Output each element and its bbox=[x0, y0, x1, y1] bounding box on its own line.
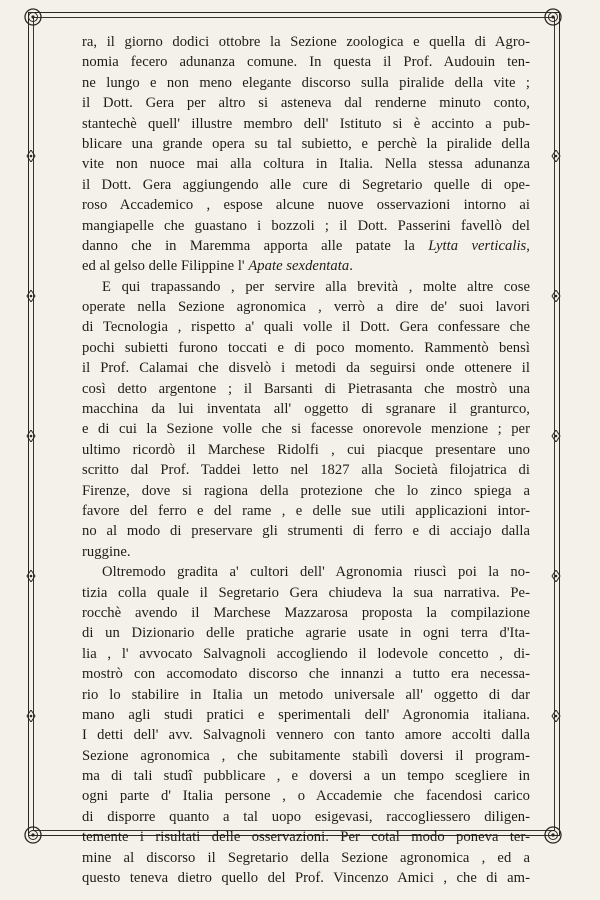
text-line: scritto dal Prof. Taddei letto nel 1827 alla Società filojatrica di bbox=[82, 462, 530, 479]
text-line: tizia colla quale il Segretario Gera chiudeva la sua narrativa. Pe- bbox=[82, 584, 530, 601]
text-line: lia , l' avvocato Salvagnoli accogliendo il lodevole concetto , di- bbox=[82, 645, 530, 662]
text-line: di disporre quanto a tal uopo esigevasi, raccogliessero diligen- bbox=[82, 808, 530, 825]
species-name-italic: Lytta verticalis bbox=[428, 237, 527, 254]
border-ornament-icon bbox=[26, 150, 36, 162]
text-line: ne lungo e non meno elegante discorso sulla piralide della vite ; bbox=[82, 74, 530, 91]
border-ornament-icon bbox=[551, 570, 561, 582]
border-ornament-icon bbox=[26, 290, 36, 302]
border-ornament-icon bbox=[551, 150, 561, 162]
text-run: danno che in Maremma apporta alle patate la bbox=[82, 237, 429, 254]
text-line: vite non nuoce mai alla coltura in Italia. Nella stessa adunanza bbox=[82, 156, 530, 173]
text-line bbox=[82, 256, 530, 276]
corner-ornament-icon bbox=[22, 6, 44, 28]
corner-ornament-icon bbox=[22, 824, 44, 846]
text-line: il Dott. Gera per altro si asteneva dal renderne minuto conto, bbox=[82, 95, 530, 112]
corner-ornament-icon bbox=[542, 6, 564, 28]
text-line: nomia fecero adunanza comune. In questa il Prof. Audouin ten- bbox=[82, 54, 530, 71]
punctuation: , bbox=[526, 237, 530, 254]
paragraph bbox=[82, 562, 530, 888]
body-text bbox=[82, 32, 530, 888]
paragraph bbox=[82, 277, 530, 562]
text-line: ultimo ricordò il Marchese Ridolfi , cui piacque presentare uno bbox=[82, 441, 530, 458]
text-line: Oltremodo gradita a' cultori dell' Agronomia riuscì poi la no- bbox=[102, 564, 530, 581]
text-line: rocchè avendo il Marchese Mazzarosa proposta la compilazione bbox=[82, 604, 530, 621]
text-line: ogni parte d' Italia persone , o Accademie che facendosi carico bbox=[82, 788, 530, 805]
paragraph bbox=[82, 32, 530, 277]
text-line: temente i risultati delle osservazioni. Per cotal modo poneva ter- bbox=[82, 829, 530, 846]
text-line: mostrò con accomodato discorso che innanzi a tutto era necessa- bbox=[82, 666, 530, 683]
border-ornament-icon bbox=[551, 290, 561, 302]
text-run: ed al gelso delle Filippine l' bbox=[82, 258, 249, 275]
text-line: rio lo stabilire in Italia un metodo universale all' oggetto di dar bbox=[82, 686, 530, 703]
border-ornament-icon bbox=[551, 430, 561, 442]
text-line: mine al discorso il Segretario della Sezione agronomica , ed a bbox=[82, 849, 530, 866]
text-line: pochi subietti furono toccati e di poco momento. Rammentò bensì bbox=[82, 339, 530, 356]
text-line: e di cui la Sezione volle che si facesse onorevole menzione ; per bbox=[82, 421, 530, 438]
text-line: Firenze, dove si ragiona della protezione che lo zinco spiega a bbox=[82, 482, 530, 499]
text-line bbox=[82, 236, 530, 256]
text-line: questo teneva dietro quello del Prof. Vincenzo Amici , che di am- bbox=[82, 870, 530, 887]
text-line: Sezione agronomica , che subitamente stabilì doversi il program- bbox=[82, 747, 530, 764]
text-line: macchina da lui inventata all' oggetto di sgranare il granturco, bbox=[82, 401, 530, 418]
border-ornament-icon bbox=[26, 570, 36, 582]
border-ornament-icon bbox=[26, 710, 36, 722]
text-line: favore del ferro e del rame , e delle sue utili applicazioni intor- bbox=[82, 502, 530, 519]
text-line: ma di tali studî pubblicare , e doversi a un tempo scegliere in bbox=[82, 768, 530, 785]
text-line: così detto argentone ; il Barsanti di Pietrasanta che mostrò una bbox=[82, 380, 530, 397]
text-line: il Prof. Calamai che disvelò i metodi da seguirsi onde ottenere il bbox=[82, 360, 530, 377]
text-line: mano agli studi pratici e sperimentali dell' Agronomia italiana. bbox=[82, 706, 530, 723]
punctuation: . bbox=[349, 258, 353, 275]
text-line: il Dott. Gera aggiungendo alle cure di Segretario quelle di ope- bbox=[82, 176, 530, 193]
text-line: blicare una grande opera su tal subietto, e perchè la piralide della bbox=[82, 135, 530, 152]
text-line: di Tecnologia , rispetto a' quali volle il Dott. Gera confessare che bbox=[82, 319, 530, 336]
text-line: E qui trapassando , per servire alla brevità , molte altre cose bbox=[102, 278, 530, 295]
species-name-italic: Apate sexdentata bbox=[248, 258, 350, 275]
text-line: di un Dizionario delle pratiche agrarie usate in ogni terra d'Ita- bbox=[82, 625, 530, 642]
text-line: no al modo di preservare gli strumenti di ferro e di acciajo dalla bbox=[82, 523, 530, 540]
text-line: roso Accademico , espose alcune nuove osservazioni intorno ai bbox=[82, 197, 530, 214]
text-line: ruggine. bbox=[82, 543, 131, 560]
text-line: I detti dell' avv. Salvagnoli vennero con tanto amore accolti dalla bbox=[82, 727, 530, 744]
text-line: operate nella Sezione agronomica , verrò a dire de' suoi lavori bbox=[82, 299, 530, 316]
corner-ornament-icon bbox=[542, 824, 564, 846]
border-ornament-icon bbox=[26, 430, 36, 442]
text-line: mangiapelle che guastano i bozzoli ; il Dott. Passerini favellò del bbox=[82, 217, 530, 234]
text-line: stantechè quell' illustre membro dell' Istituto si è accinto a pub- bbox=[82, 115, 530, 132]
border-ornament-icon bbox=[551, 710, 561, 722]
text-line: ra, il giorno dodici ottobre la Sezione zoologica e quella di Agro- bbox=[82, 34, 530, 50]
